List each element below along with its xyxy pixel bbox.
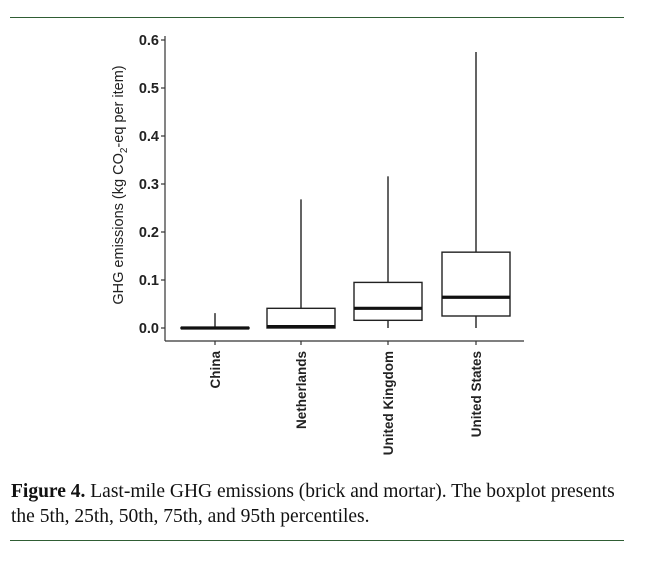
caption-text: Last-mile GHG emissions (brick and mortar). The boxplot presents the 5th, 25th, 50th, 75th, and 95th percentiles. — [11, 481, 615, 527]
figure-label: Figure 4. — [11, 481, 86, 502]
box-iqr — [354, 282, 422, 320]
y-tick-label: 0.3 — [138, 177, 159, 193]
y-tick-label: 0.6 — [138, 33, 159, 49]
figure-caption — [11, 479, 631, 529]
box-iqr — [442, 252, 510, 316]
x-category-label: United Kingdom — [381, 351, 396, 456]
y-tick-label: 0.5 — [138, 81, 159, 97]
y-tick-label: 0.0 — [138, 321, 159, 337]
y-tick-label: 0.1 — [138, 273, 159, 289]
y-tick-label: 0.4 — [138, 129, 159, 145]
x-category-label: Netherlands — [294, 351, 309, 430]
y-axis-label-suffix: -eq per item) — [111, 65, 127, 148]
y-axis-label — [111, 65, 130, 304]
bottom-rule — [10, 540, 624, 541]
y-axis-label-subscript: 2 — [119, 147, 130, 154]
plot-area — [139, 33, 524, 455]
y-tick-label: 0.2 — [138, 225, 159, 241]
x-category-label: United States — [469, 351, 484, 438]
x-category-label: China — [208, 351, 223, 389]
y-axis-label-main: GHG emissions (kg CO — [111, 153, 127, 305]
